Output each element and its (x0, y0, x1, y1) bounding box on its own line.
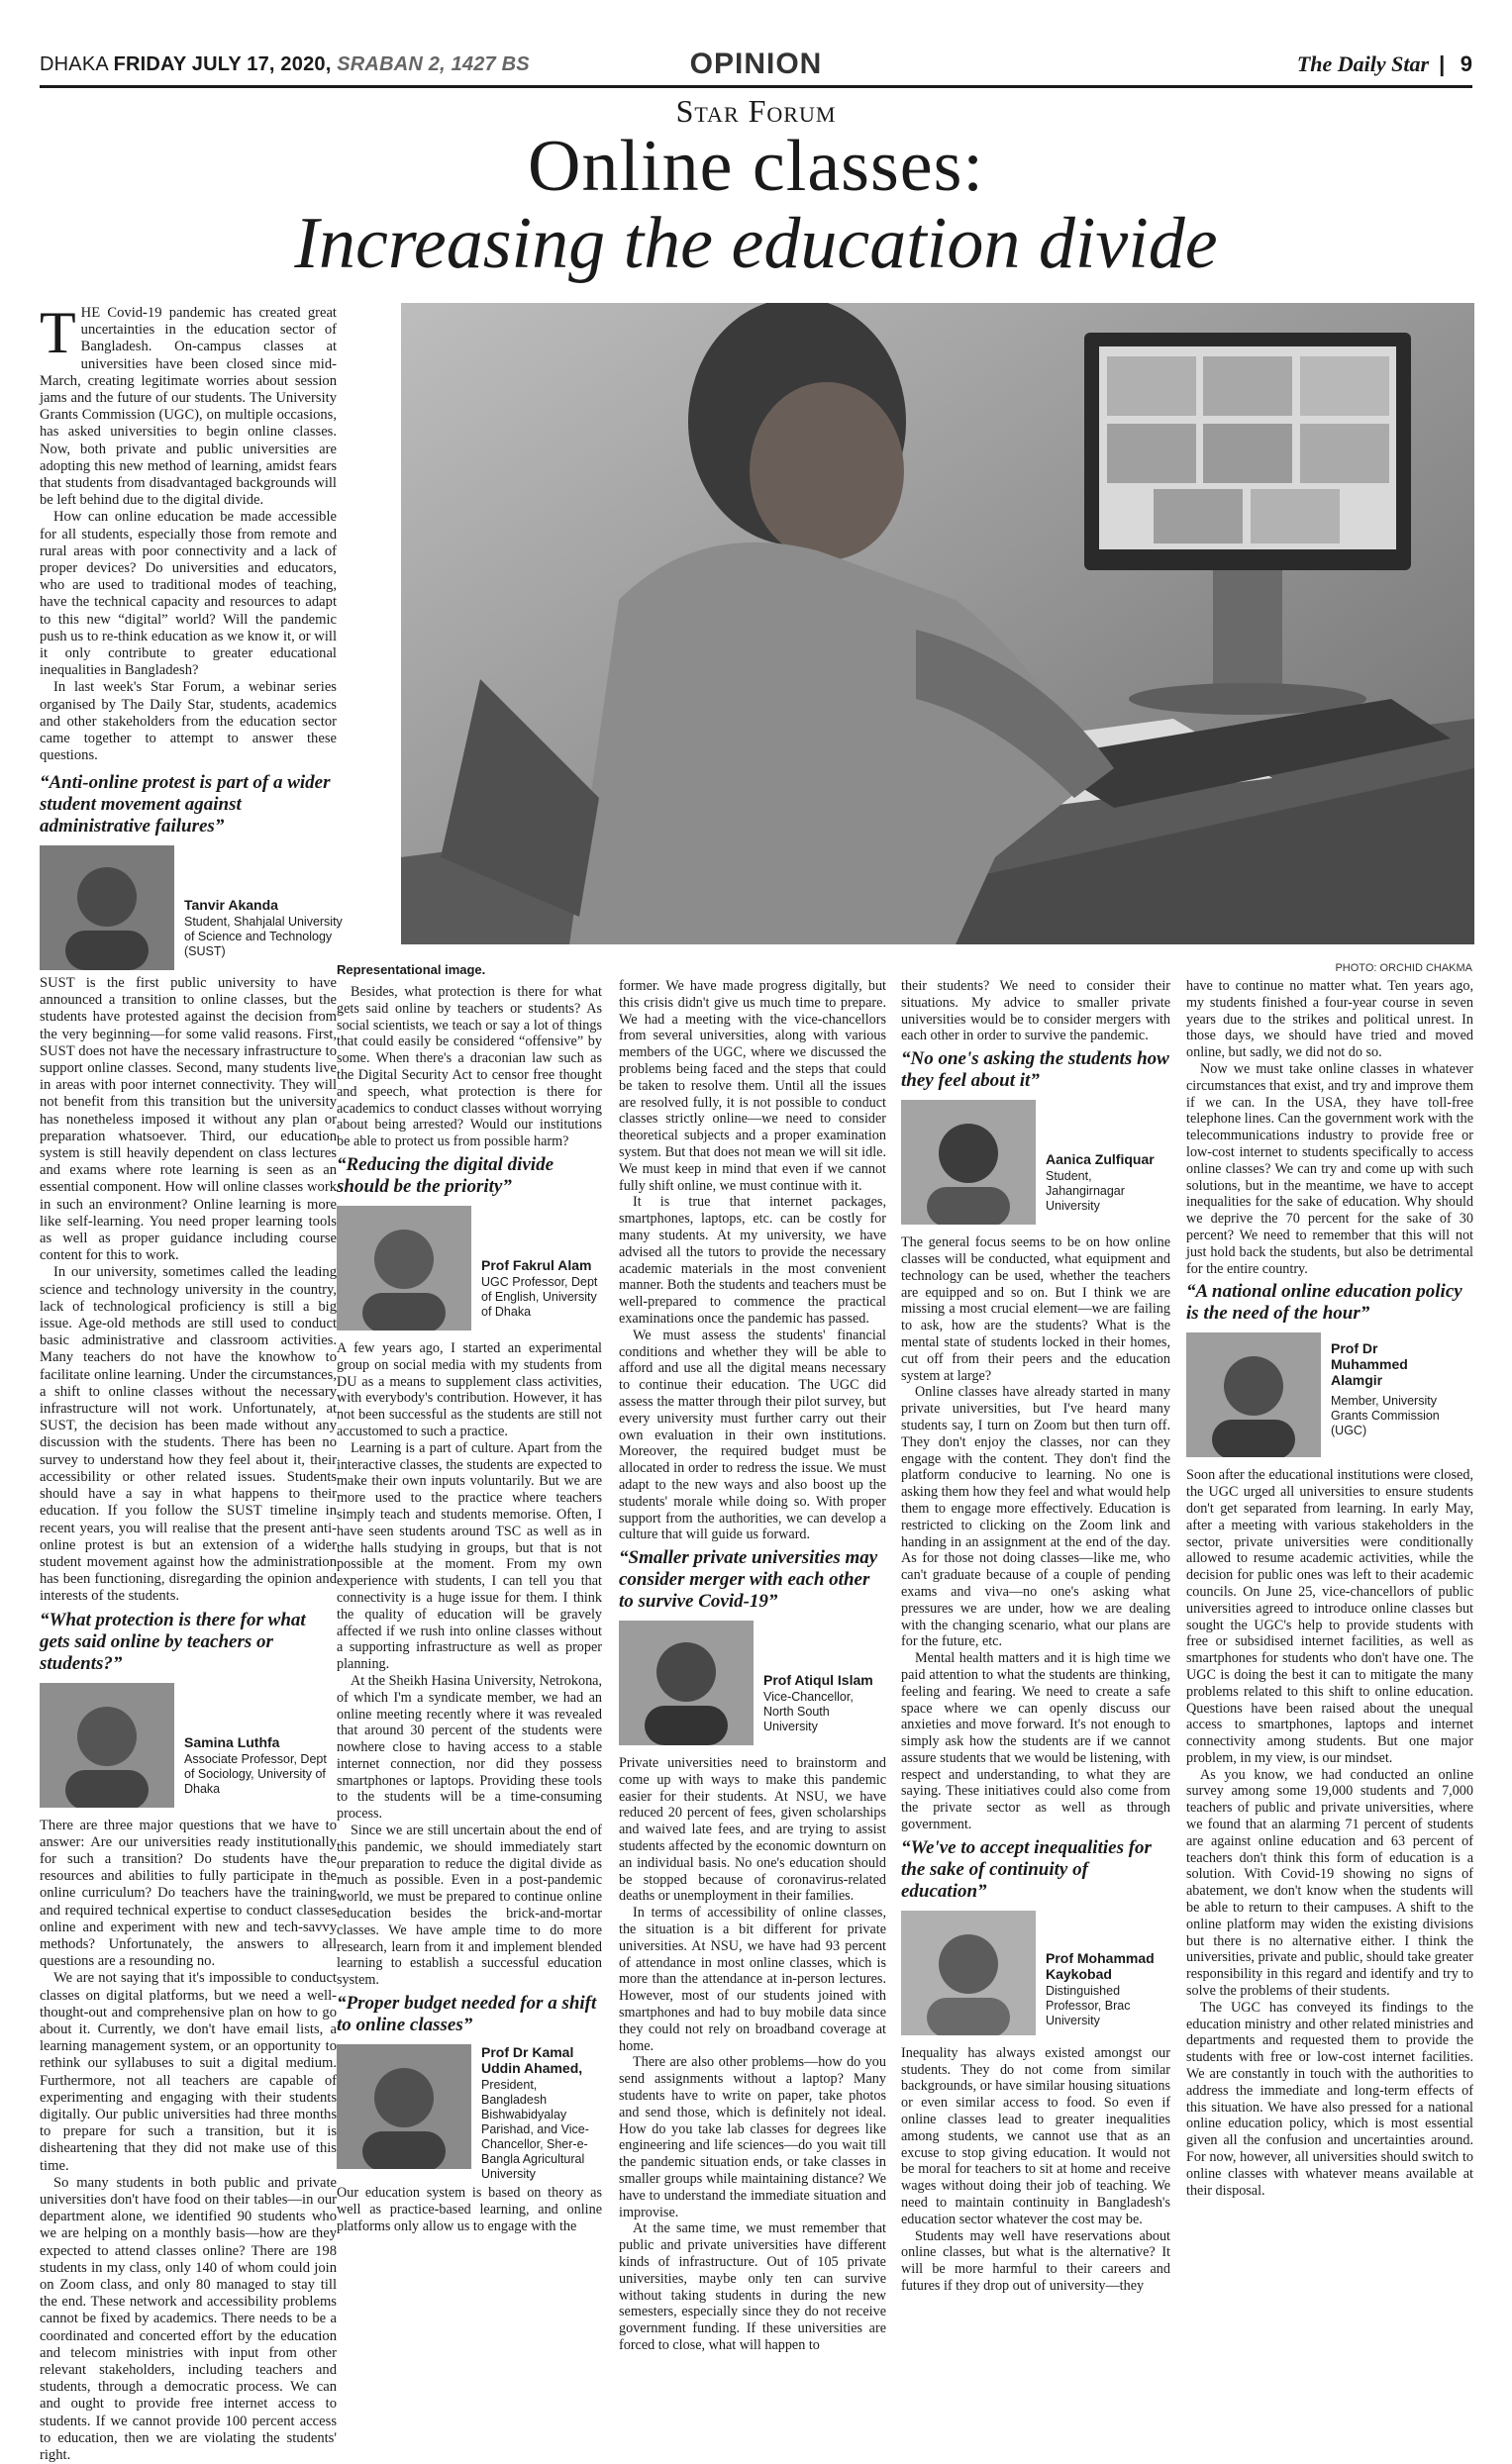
drop-cap: T (40, 300, 76, 365)
speaker-card-aanica (901, 1100, 1170, 1227)
dateline-bangla-date: SRABAN 2, 1427 BS (337, 53, 530, 75)
speaker-name-tanvir: Tanvir Akanda (184, 897, 278, 914)
speaker-role-alamgir: Member, University Grants Commission (UGC) (1331, 1394, 1440, 1438)
kamal-paragraph-3: We must assess the students' financial conditions and whether they will be able to afford and use all the digital means necessary to continue their education. The UGC did assess the matter through their pilot survey, but every university must further carry out their own evaluation in their own institutions. Moreover, the required budget must be allocated in order to redress the issue. We must adapt to the new ways and also boost up the students' morale while doing so. With proper support from the authorities, we can develop a culture that will guide us forward. (619, 1327, 886, 1543)
pull-quote-atiqul: “Smaller private universities may consider merger with each other to survive Covid-19” (619, 1547, 878, 1613)
speaker-photo-samina (40, 1683, 174, 1808)
speaker-photo-kaykobad (901, 1911, 1036, 2035)
portrait-icon (901, 1100, 1036, 1225)
speaker-role-kaykobad: Distinguished Professor, Brac University (1046, 1983, 1131, 2027)
speaker-card-tanvir (40, 845, 343, 972)
page-header (40, 49, 1472, 88)
speaker-card-kamal (337, 2044, 602, 2182)
fakrul-paragraph-2: Learning is a part of culture. Apart from the interactive classes, the students are expected to make their own inputs voluntarily. But we are more used to the practice where teachers simply teach and students memorise. Often, I have seen students around TSC as well as in the halls studying in groups, but that is not possible at the moment. From my own experience with students, I can tell you that connectivity is a huge issue for them. I think the quality of education will be gravely affected if we rush into online classes without a supporting infrastructure as well as proper planning. (337, 1439, 602, 1673)
pull-quote-aanica: “No one's asking the students how they feel about it” (901, 1048, 1169, 1092)
alamgir-paragraph-1: Soon after the educational institutions were closed, the UGC urged all universities to ensure students don't get separated from learning. In early May, after a meeting with various stakeholders in the sector, private universities were conditionally allowed to resume academic activities, while the decision for public ones was left to their academic councils. On June 25, vice-chancellors of public universities agreed to introduce online classes but sought the UGC's help to provide students with free or subsidised internet facilities, as well as smartphones for students who don't have one. The UGC is doing the best it can to mitigate the many problems related to this shift to online education. Questions have been raised about the unequal access to smartphones, laptops and internet connectivity among students. But one major problem, in my view, is our mindset. (1186, 1467, 1473, 1766)
tanvir-paragraph-1: SUST is the first public university to have announced a transition to online classes, but the students have protested against the decision from the very beginning—for some valid reasons. First, SUST does not have the necessary infrastructure to support online classes. Second, many students live in areas with poor internet connectivity. They will not benefit from this transition but the university has nonetheless imposed it without any plan or preparation whatsoever. Third, our education system is still heavily dependent on class lectures and exams where rote learning is seen as an essential component. How will online classes work in such an environment? Online learning is more like self-learning. You need proper learning tools as well as proper guidance including course content for this to work. (40, 975, 337, 1264)
kamal-paragraph-2: It is true that internet packages, smartphones, laptops, etc. can be costly for many students. At my university, we have advised all the tutors to provide the necessary academic materials in the most convenient manner. Both the students and teachers must be well-prepared to commence the practical examinations once the pandemic has passed. (619, 1194, 886, 1327)
aanica-paragraph-1: The general focus seems to be on how online classes will be conducted, what equipment and technology can be used, whether the teachers are equipped and so on. But I think we are missing a most crucial element—we are failing to ask, how are the students? What is the mental state of students locked in their homes, cut off from their peers and the education system at large? (901, 1234, 1170, 1384)
samina-paragraph-2: We are not saying that it's impossible to conduct classes on digital platforms, but we need a well-thought-out and comprehensive plan on how to go about it. Currently, we don't have email lists, a learning management system, or an opportunity to rethink our syllabuses to suit a digital medium. Furthermore, not all teachers are capable of experimenting and engaging with their students digitally. Our public universities had three months to prepare for such a transition, but it is disheartening that they did not make use of this time. (40, 1970, 337, 2174)
speaker-name-fakrul: Prof Fakrul Alam (481, 1256, 592, 1273)
column-5 (1186, 978, 1473, 2199)
aanica-paragraph-2: Online classes have already started in many private universities, but I've heard many students say, I turn on Zoom but then turn off. They don't enjoy the classes, nor can they engage with the content. They don't find the platform conducive to learning. No one is asking them how they feel and what would help them to engage more effectively. Education is restricted to clicking on the Zoom link and handing in an assignment at the end of the day. As for those not doing classes—like me, who can't graduate because of a couple of pending exams and viva—no one's asking what pressures we are under, how we are dealing with the changing scenario, what our plans are for the future, etc. (901, 1384, 1170, 1650)
pull-quote-kamal: “Proper budget needed for a shift to online classes” (337, 1993, 597, 2036)
photo-credit: PHOTO: ORCHID CHAKMA (1335, 962, 1472, 974)
portrait-icon (619, 1621, 754, 1745)
dateline-date: FRIDAY JULY 17, 2020, (113, 53, 332, 75)
speaker-name-atiqul: Prof Atiqul Islam (763, 1672, 873, 1689)
masthead-brand: The Daily Star | 9 (1296, 51, 1472, 76)
atiqul-paragraph-4-start: At the same time, we must remember that public and private universities have different kinds of infrastructure. Out of 105 private universities, maybe only ten can survive without taking students in during the new semesters, especially since they do not receive government funding. If these universities are forced to close, what will happen to (619, 2220, 886, 2353)
atiqul-paragraph-3: There are also other problems—how do you send assignments without a laptop? Many students have to write on paper, take photos and send those, which is definitely not ideal. How do you take lab classes for degrees like engineering and life sciences—do you wait till the pandemic situation ends, or take classes in smaller groups while maintaining distance? We have to understand the immediate situation and improvise. (619, 2054, 886, 2220)
pull-quote-kaykobad: “We've to accept inequalities for the sake of continuity of education” (901, 1836, 1152, 1902)
samina-paragraph-4: Besides, what protection is there for what gets said online by teachers or students? As social scientists, we teach or say a lot of things that could easily be considered “offensive” by some. When there's a draconian law such as the Digital Security Act to censor free thought and speech, what protection is there for academics to conduct classes without worrying about being arrested? Would our institutions be able to protect us from possible harm? (337, 984, 602, 1150)
dateline-city: DHAKA (40, 53, 108, 75)
portrait-icon (901, 1911, 1036, 2035)
speaker-role-kamal: President, Bangladesh Bishwabidyalay Parishad, and Vice-Chancellor, Sher-e-Bangla Agricultural University (481, 2078, 589, 2182)
speaker-photo-kamal (337, 2044, 471, 2169)
intro-column (40, 300, 343, 980)
fakrul-paragraph-4: Since we are still uncertain about the end of this pandemic, we should immediately start our preparation to reduce the digital divide as much as possible. Even in a post-pandemic world, we must be prepared to continue online education besides the brick-and-mortar classes. We have ample time to do more research, learn from it and implement blended learning to establish a successful education system. (337, 1823, 602, 1989)
speaker-name-samina: Samina Luthfa (184, 1733, 280, 1750)
alamgir-paragraph-3: The UGC has conveyed its findings to the education ministry and other related ministries and departments and requested them to provide the students with free or low-cost internet facilities. We are constantly in touch with the authorities to address the immediate and long-term effects of this situation. We have also pressed for a national online education policy, which is most essential given all the confusion and uncertainties around. For now, however, all universities should switch to online classes with whatever means available at their disposal. (1186, 1999, 1473, 2199)
samina-paragraph-1: There are three major questions that we have to answer: Are our universities ready institutionally for such a transition? Do students have the resources and abilities to fully participate in the online curriculum? Do teachers have the training and required technical expertise to conduct classes online and experiment with new and tech-savvy methods? Unfortunately, the answers to all questions are a resounding no. (40, 1817, 337, 1970)
speaker-name-kamal: Prof Dr Kamal Uddin Ahamed, (481, 2044, 583, 2077)
pull-quote-tanvir: “Anti-online protest is part of a wider student movement against administrative failures” (40, 772, 331, 838)
kamal-paragraph-1-cont: former. We have made progress digitally, but this crisis didn't give us much time to prepare. We had a meeting with the vice-chancellors from several universities, along with various members of the UGC, where we discussed the problems being faced and the steps that could be taken to resolve them. Until all the issues are resolved fully, it is not possible to conduct classes strictly online—we need to consider theoretical subjects and a proper examination system. But that does not mean we will sit idle. We must keep in mind that even if we cannot fully shift online, we must continue with it. (619, 978, 886, 1194)
kaykobad-paragraph-2-cont: have to continue no matter what. Ten years ago, my students finished a four-year course in seven years due to the strikes and political unrest. In those days, we should have tried and moved online, but sadly, we did not do so. (1186, 978, 1473, 1061)
page-number: 9 (1460, 51, 1472, 76)
headline-line-1: Online classes: (528, 126, 984, 207)
samina-paragraph-3: So many students in both public and private universities don't have food on their tables—in our department alone, we identified 90 students who we are helping on a monthly basis—how are they expected to attend classes online? There are 198 students in my class, only 140 of whom could join on Zoom class, and only 80 managed to stay till the end. These network and accessibility problems cannot be fixed by academics. There needs to be a coordinated and concerted effort by the education and telecom ministries with input from other relevant stakeholders, including teachers and students, through a democratic process. We can and ought to provide free internet access to students. If we cannot provide 100 percent access to education, then we are violating the students' right. (40, 2174, 337, 2464)
kaykobad-paragraph-3: Now we must take online classes in whatever circumstances that exist, and try and improve them if we can. In the USA, they have toll-free telephone lines. Can the government work with the telecommunications industry to provide free or low-cost internet to students specifically to access online classes? We can try and come up with such solutions, but in the meantime, we have to accept inequalities for the sake of education. Why should we deprive the 70 percent for the sake of 30 percent? We need to remember that this will not just hold back the students, but also be detrimental for the entire country. (1186, 1060, 1473, 1277)
pull-quote-samina: “What protection is there for what gets said online by teachers or students?” (40, 1609, 306, 1674)
column-2 (337, 984, 602, 2234)
atiqul-paragraph-1: Private universities need to brainstorm and come up with ways to make this pandemic easier for their students. At NSU, we have reduced 20 percent of fees, given scholarships and waived late fees, and are trying to assist students affected by the economic downturn on an individual basis. No one's education should be stopped because of coronavirus-related deaths or unemployment in their families. (619, 1755, 886, 1905)
speaker-card-kaykobad (901, 1911, 1170, 2037)
speaker-card-samina (40, 1683, 337, 1810)
speaker-photo-tanvir (40, 845, 174, 970)
brand-logo-text: The Daily Star (1296, 51, 1430, 76)
portrait-icon (337, 2044, 471, 2169)
fakrul-paragraph-3: At the Sheikh Hasina University, Netrokona, of which I'm a syndicate member, we had an online meeting recently where it was revealed that around 30 percent of the students were nowhere close to having access to a stable internet connection, nor did they possess smartphones or laptops. Providing these tools to the students will be a time-consuming process. (337, 1672, 603, 1823)
intro-paragraph-1 (40, 300, 337, 509)
pull-quote-alamgir: “A national online education policy is the need of the hour” (1186, 1281, 1462, 1325)
fakrul-paragraph-1: A few years ago, I started an experimental group on social media with my students from DU as a means to supplement class activities, with everybody's contribution. However, it has not been successful as the students are still not accustomed to such a practice. (337, 1339, 602, 1439)
speaker-card-alamgir (1186, 1332, 1473, 1459)
series-kicker: Star Forum (675, 93, 837, 129)
kamal-paragraph-1-start: Our education system is based on theory as well as practice-based learning, and online platforms only allow us to engage with the (337, 2185, 602, 2234)
portrait-icon (40, 1683, 174, 1808)
headline-line-2: Increasing the education divide (294, 203, 1218, 284)
main-photo (401, 303, 1474, 944)
portrait-icon (337, 1206, 471, 1331)
intro-text-1: HE Covid-19 pandemic has created great uncertainties in the education sector of Bangladesh. On-campus classes at universities have been closed since mid-March, creating legitimate worries about session jams and the future of our students. The University Grants Commission (UGC), on multiple occasions, has asked universities to begin online classes. Now, both private and public universities are adopting this new method of learning, amidst fears that students from disadvantaged backgrounds will be left behind due to the digital divide. (40, 305, 337, 509)
column-1 (40, 975, 337, 2464)
column-3 (619, 978, 886, 2354)
portrait-icon (1186, 1332, 1321, 1457)
section-name: OPINION (689, 48, 823, 80)
speaker-name-alamgir: Prof Dr Muhammed Alamgir (1331, 1340, 1408, 1389)
intro-paragraph-3: In last week's Star Forum, a webinar series organised by The Daily Star, students, academics and other stakeholders from the education sector came together to attempt to answer these questions. (40, 679, 337, 764)
speaker-card-atiqul (619, 1621, 886, 1747)
speaker-role-samina: Associate Professor, Dept of Sociology, University of Dhaka (184, 1751, 327, 1796)
kaykobad-paragraph-1: Inequality has always existed amongst our students. They do not come from similar backgrounds, or have similar housing situations or even similar access to food. So even if online classes lead to greater inequalities among students, we cannot use that as an excuse to stop giving education. It would not be moral for teachers to sit at home and receive wages without doing their job of teaching. We need to maintain continuity in Bangladesh's education sector whatever the cost may be. (901, 2044, 1170, 2227)
tanvir-paragraph-2: In our university, sometimes called the leading science and technology university in the country, lack of technological proficiency is still a big issue. Age-old methods are still used to conduct basic administrative and classroom activities. Many teachers do not have the knowhow to facilitate online learning. Under the circumstances, a shift to online classes without the necessary infrastructure will not work. Unfortunately, at SUST, the decision has been made without any discussion with the students. There has been no survey to understand how they feel about it, their accessibility or other related issues. Students should have a say in what happens to their education. If you follow the SUST timeline in recent years, you will realise that the present anti-online protest is but an extension of a wider student movement against how the administration has been functioning, disregarding the opinion and interests of the students. (40, 1264, 337, 1605)
pull-quote-fakrul: “Reducing the digital divide should be the priority” (337, 1153, 554, 1197)
alamgir-paragraph-2: As you know, we had conducted an online survey among some 19,000 students and 7,000 teachers of public and private universities, where we found that an alarming 71 percent of students are against online education and 63 percent of teachers don't think this form of education is a solution. With Covid-19 showing no signs of abatement, we don't know when the students will be able to return to their campuses. A shift to the online platform may widen the existing divisions but there is no alternative either. I think the universities, private and public, should take greater responsibility in this regard and identify and try to solve the problems of their students. (1186, 1766, 1473, 2000)
atiqul-paragraph-4-cont: their students? We need to consider their situations. My advice to smaller private universities would be to consider mergers with each other in order to survive the pandemic. (901, 978, 1170, 1044)
speaker-photo-aanica (901, 1100, 1036, 1225)
speaker-role-aanica: Student, Jahangirnagar University (1046, 1169, 1125, 1214)
photo-illustration (401, 303, 1474, 944)
column-4 (901, 978, 1170, 2295)
speaker-role-atiqul: Vice-Chancellor, North South University (763, 1690, 854, 1734)
speaker-role-fakrul: UGC Professor, Dept of English, University of Dhaka (481, 1274, 598, 1319)
speaker-name-aanica: Aanica Zulfiquar (1046, 1151, 1155, 1168)
aanica-paragraph-3: Mental health matters and it is high time we paid attention to what the students are thinking, feeling and fearing. We need to create a safe space where we can openly discuss our anxieties and move forward. It's not enough to simply ask how the students are if we cannot assure students that we would be listening, with respect and understanding, to what they are saying. These initiatives could also come from the private sector as well as through government. (901, 1650, 1170, 1833)
speaker-card-fakrul (337, 1206, 602, 1332)
speaker-role-tanvir: Student, Shahjalal University of Science and Technology (SUST) (184, 915, 343, 959)
atiqul-paragraph-2: In terms of accessibility of online classes, the situation is a bit different for private universities. At NSU, we have had 93 percent of attendance in most online classes, which is more than the attendance at in-person lectures. However, most of our students joined with smartphones and had to buy mobile data since they could not rely on broadband coverage at home. (619, 1905, 886, 2054)
photo-caption: Representational image. (337, 962, 486, 977)
intro-paragraph-2: How can online education be made accessible for all students, especially those from remote and rural areas with poor connectivity and a lack of proper devices? Do universities and educators, who are used to traditional modes of teaching, have the technical capacity and resources to adapt to this new “digital” world? Will the pandemic push us to re-think education as we know it, or will it only contribute to greater educational inequalities in Bangladesh? (40, 509, 337, 679)
speaker-name-kaykobad: Prof Mohammad Kaykobad (1046, 1949, 1155, 1982)
portrait-icon (40, 845, 174, 970)
speaker-photo-fakrul (337, 1206, 471, 1331)
speaker-photo-atiqul (619, 1621, 754, 1745)
kaykobad-paragraph-2-start: Students may well have reservations about online classes, but what is the alternative? It will be more harmful to their careers and futures if they drop out of university—they (901, 2227, 1170, 2295)
speaker-photo-alamgir (1186, 1332, 1321, 1457)
